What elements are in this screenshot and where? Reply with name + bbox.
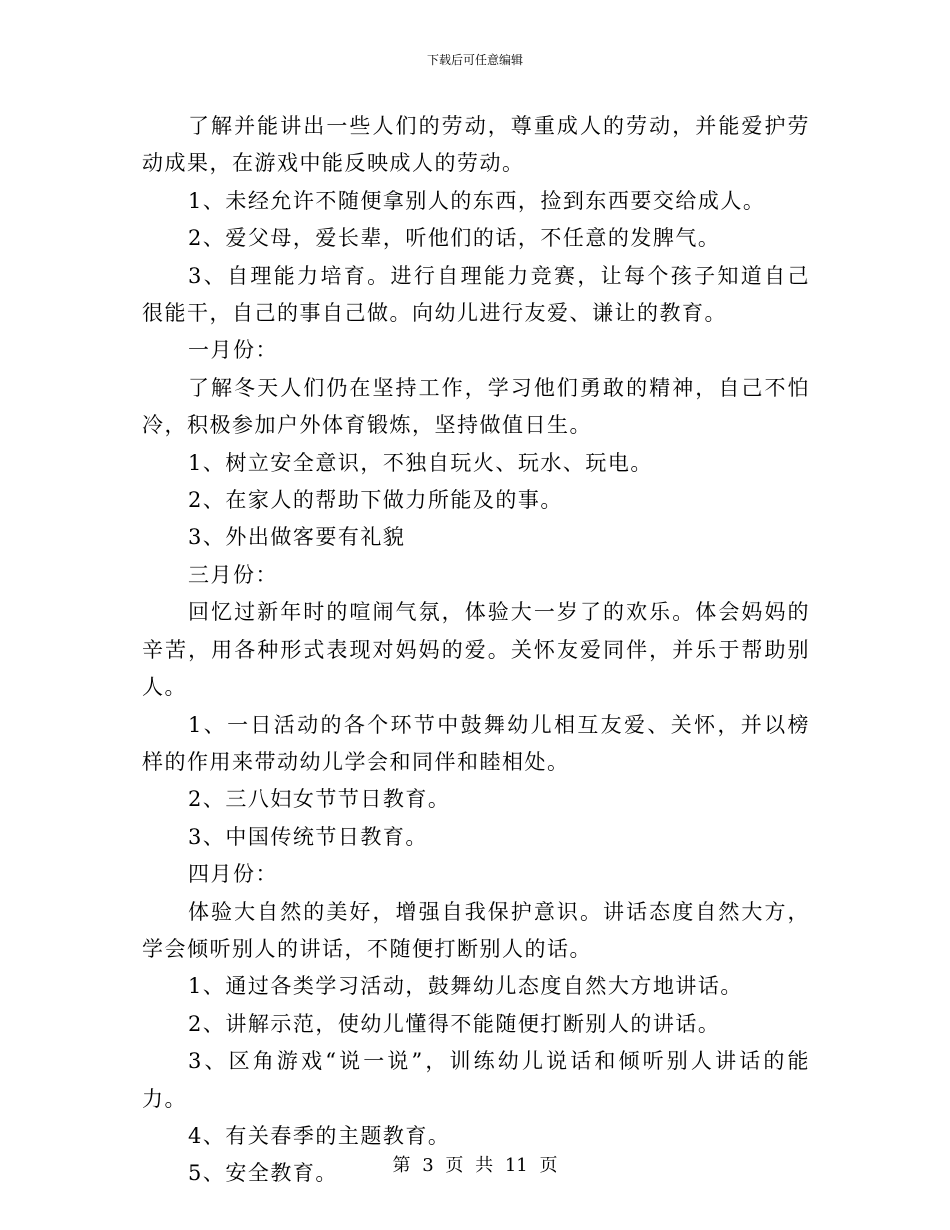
paragraph: 2、讲解示范，使幼儿懂得不能随便打断别人的讲话。 [188,1011,721,1036]
document-body [142,108,810,1193]
paragraph: 1、通过各类学习活动，鼓舞幼儿态度自然大方地讲话。 [188,974,743,999]
paragraph: 3、区角游戏“说一说”，训练幼儿说话和倾听别人讲话的能力。 [142,1049,810,1111]
paragraph: 1、树立安全意识，不独自玩火、玩水、玩电。 [188,450,653,475]
paragraph: 2、爱父母，爱长辈，听他们的话，不任意的发脾气。 [188,226,721,251]
section-heading: 一月份： [188,338,278,363]
paragraph: 3、外出做客要有礼貌 [188,525,406,550]
paragraph: 2、在家人的帮助下做力所能及的事。 [188,488,563,513]
section-heading: 四月份： [188,862,278,887]
paragraph: 3、中国传统节日教育。 [188,824,428,849]
paragraph: 5、安全教育。 [188,1161,338,1186]
paragraph: 2、三八妇女节节日教育。 [188,787,451,812]
paragraph: 1、未经允许不随便拿别人的东西，捡到东西要交给成人。 [188,188,766,213]
section-heading: 三月份： [188,562,278,587]
paragraph: 了解并能讲出一些人们的劳动，尊重成人的劳动，并能爱护劳动成果，在游戏中能反映成人的劳动。 [142,114,810,176]
paragraph: 了解冬天人们仍在坚持工作，学习他们勇敢的精神，自己不怕冷，积极参加户外体育锻炼，坚持做值日生。 [142,375,810,438]
paragraph: 3、自理能力培育。进行自理能力竞赛，让每个孩子知道自己很能干，自己的事自己做。向幼儿进行友爱、谦让的教育。 [142,263,810,326]
page-header: 下载后可任意编辑 [426,53,523,67]
paragraph: 4、有关春季的主题教育。 [188,1123,451,1148]
page-footer: 第 3 页 共 11 页 [392,1155,558,1176]
paragraph: 1、一日活动的各个环节中鼓舞幼儿相互友爱、关怀，并以榜样的作用来带动幼儿学会和同伴和睦相处。 [142,712,810,774]
paragraph: 体验大自然的美好，增强自我保护意识。讲话态度自然大方，学会倾听别人的讲话，不随便打断别人的话。 [142,899,810,961]
paragraph: 回忆过新年时的喧闹气氛，体验大一岁了的欢乐。体会妈妈的辛苦，用各种形式表现对妈妈的爱。关怀友爱同伴，并乐于帮助别人。 [142,600,810,700]
